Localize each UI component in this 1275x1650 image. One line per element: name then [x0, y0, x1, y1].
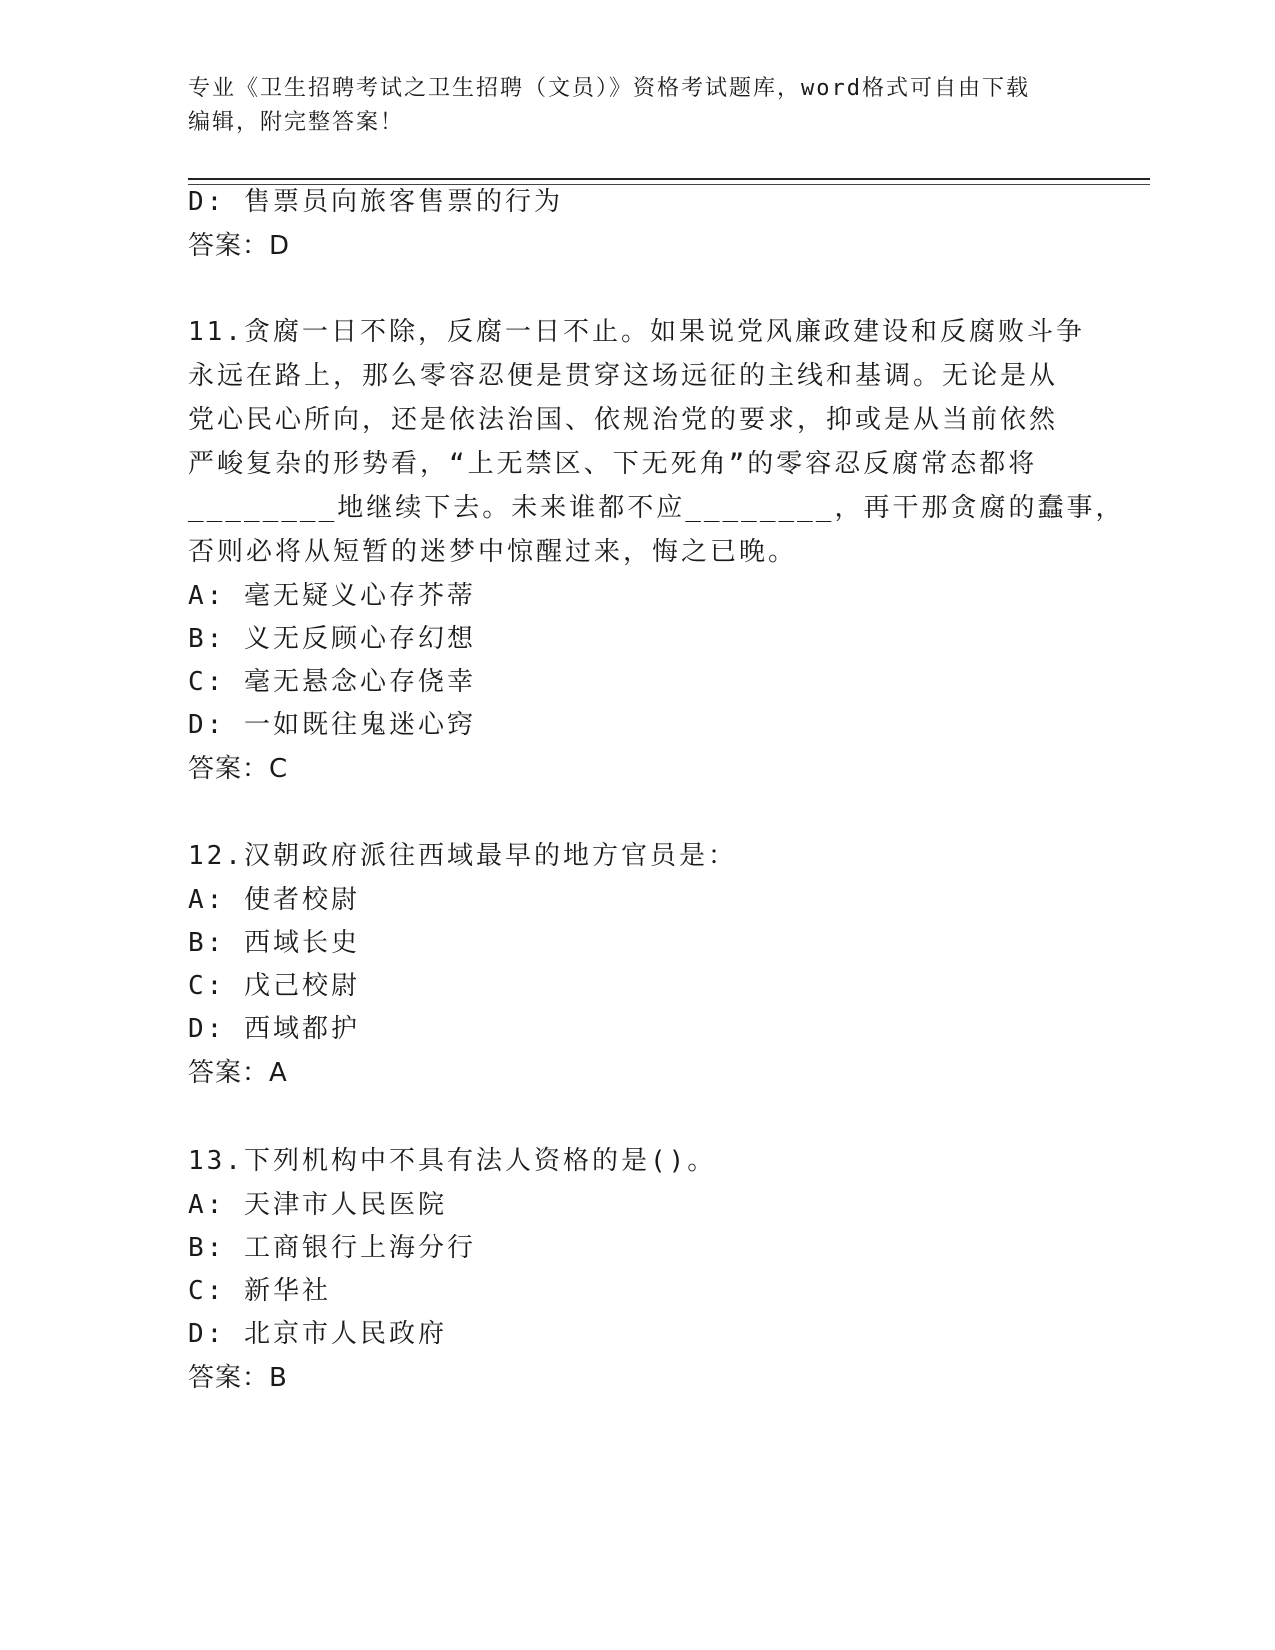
q12-option-b: B: 西域长史	[188, 928, 360, 958]
q12-option-d: D: 西域都护	[188, 1014, 360, 1044]
q13-option-c: C: 新华社	[188, 1276, 331, 1306]
q12-question: 12.汉朝政府派往西域最早的地方官员是：	[188, 841, 737, 871]
header-line-2: 编辑，附完整答案！	[188, 110, 405, 135]
q11-answer: 答案：C	[188, 754, 289, 784]
q13-option-a: A: 天津市人民医院	[188, 1190, 447, 1220]
q11-line-6: 否则必将从短暂的迷梦中惊醒过来，悔之已晚。	[188, 537, 798, 567]
q13-option-b: B: 工商银行上海分行	[188, 1233, 476, 1263]
document-header	[188, 72, 1068, 140]
q12-option-a: A: 使者校尉	[188, 885, 360, 915]
q12-option-c: C: 戊己校尉	[188, 971, 360, 1001]
q11-option-b: B: 义无反顾心存幻想	[188, 624, 476, 654]
q13-answer: 答案：B	[188, 1363, 288, 1393]
q11-option-a: A: 毫无疑义心存芥蒂	[188, 581, 476, 611]
q11-option-d: D: 一如既往鬼迷心窍	[188, 710, 476, 740]
q11-line-4: 严峻复杂的形势看，“上无禁区、下无死角”的零容忍反腐常态都将	[188, 449, 1038, 479]
header-divider	[188, 178, 1150, 180]
q12-answer: 答案：A	[188, 1058, 288, 1088]
prev-answer: 答案：D	[188, 231, 291, 261]
q11-line-2: 永远在路上，那么零容忍便是贯穿这场远征的主线和基调。无论是从	[188, 361, 1059, 391]
prev-option-d: D: 售票员向旅客售票的行为	[188, 187, 563, 217]
q13-question: 13.下列机构中不具有法人资格的是()。	[188, 1146, 717, 1176]
q11-line-5: ________地继续下去。未来谁都不应________，再干那贪腐的蠢事，	[188, 493, 1125, 523]
q11-line-1: 11.贪腐一日不除，反腐一日不止。如果说党风廉政建设和反腐败斗争	[188, 317, 1085, 347]
q11-line-3: 党心民心所向，还是依法治国、依规治党的要求，抑或是从当前依然	[188, 405, 1059, 435]
q11-option-c: C: 毫无悬念心存侥幸	[188, 667, 476, 697]
header-line-1: 专业《卫生招聘考试之卫生招聘（文员）》资格考试题库，word格式可自由下载	[188, 76, 1030, 101]
q13-option-d: D: 北京市人民政府	[188, 1319, 447, 1349]
